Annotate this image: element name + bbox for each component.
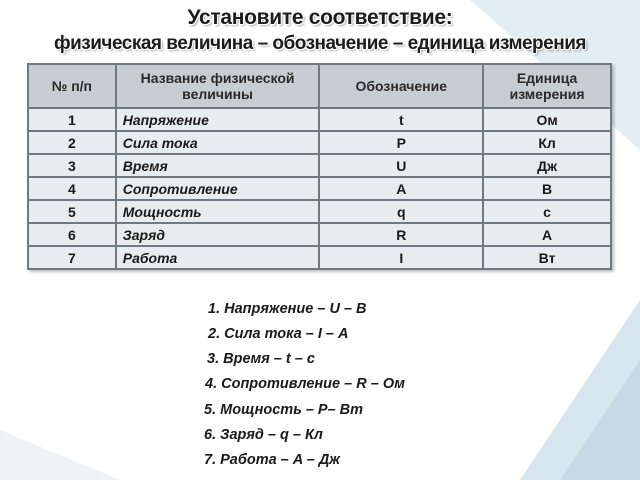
answer-item: 2. Сила тока – I – А [208,326,349,342]
table-row [28,154,611,177]
page-subtitle: физическая величина – обозначение – единица измерения [54,33,586,54]
answer-item: 3. Время – t – с [207,351,315,367]
header-symbol: Обозначение [319,64,483,108]
row-quantity-name: Сопротивление [116,177,320,200]
row-number: 1 [28,108,116,131]
answer-item: 7. Работа – A – Дж [204,452,340,468]
answer-item: 1. Напряжение – U – В [208,301,367,317]
row-unit: Ом [483,108,611,131]
answer-item: 6. Заряд – q – Кл [204,427,323,443]
row-number: 2 [28,131,116,154]
row-number: 6 [28,223,116,246]
row-quantity-name: Мощность [116,200,320,223]
row-unit: Вт [483,246,611,269]
row-unit: А [483,223,611,246]
table-header-row [28,64,611,108]
row-unit: с [483,200,611,223]
matching-table [27,63,612,270]
row-unit: Дж [483,154,611,177]
table-row [28,200,611,223]
row-number: 5 [28,200,116,223]
row-quantity-name: Работа [116,246,320,269]
row-symbol: A [319,177,483,200]
answer-item: 4. Сопротивление – R – Ом [205,376,405,392]
row-quantity-name: Напряжение [116,108,320,131]
table-row [28,223,611,246]
header-quantity-name: Название физической величины [116,64,320,108]
row-symbol: P [319,131,483,154]
header-number: № п/п [28,64,116,108]
row-symbol: I [319,246,483,269]
row-number: 7 [28,246,116,269]
table-row [28,131,611,154]
row-unit: Кл [483,131,611,154]
row-symbol: R [319,223,483,246]
row-symbol: U [319,154,483,177]
row-symbol: q [319,200,483,223]
row-quantity-name: Сила тока [116,131,320,154]
row-unit: В [483,177,611,200]
row-number: 4 [28,177,116,200]
table-row [28,177,611,200]
row-symbol: t [319,108,483,131]
answer-item: 5. Мощность – P– Вт [204,402,364,418]
page-title: Установите соответствие: [187,6,453,29]
table-row [28,246,611,269]
table-row [28,108,611,131]
row-quantity-name: Заряд [116,223,320,246]
row-number: 3 [28,154,116,177]
header-unit: Единица измерения [483,64,611,108]
row-quantity-name: Время [116,154,320,177]
